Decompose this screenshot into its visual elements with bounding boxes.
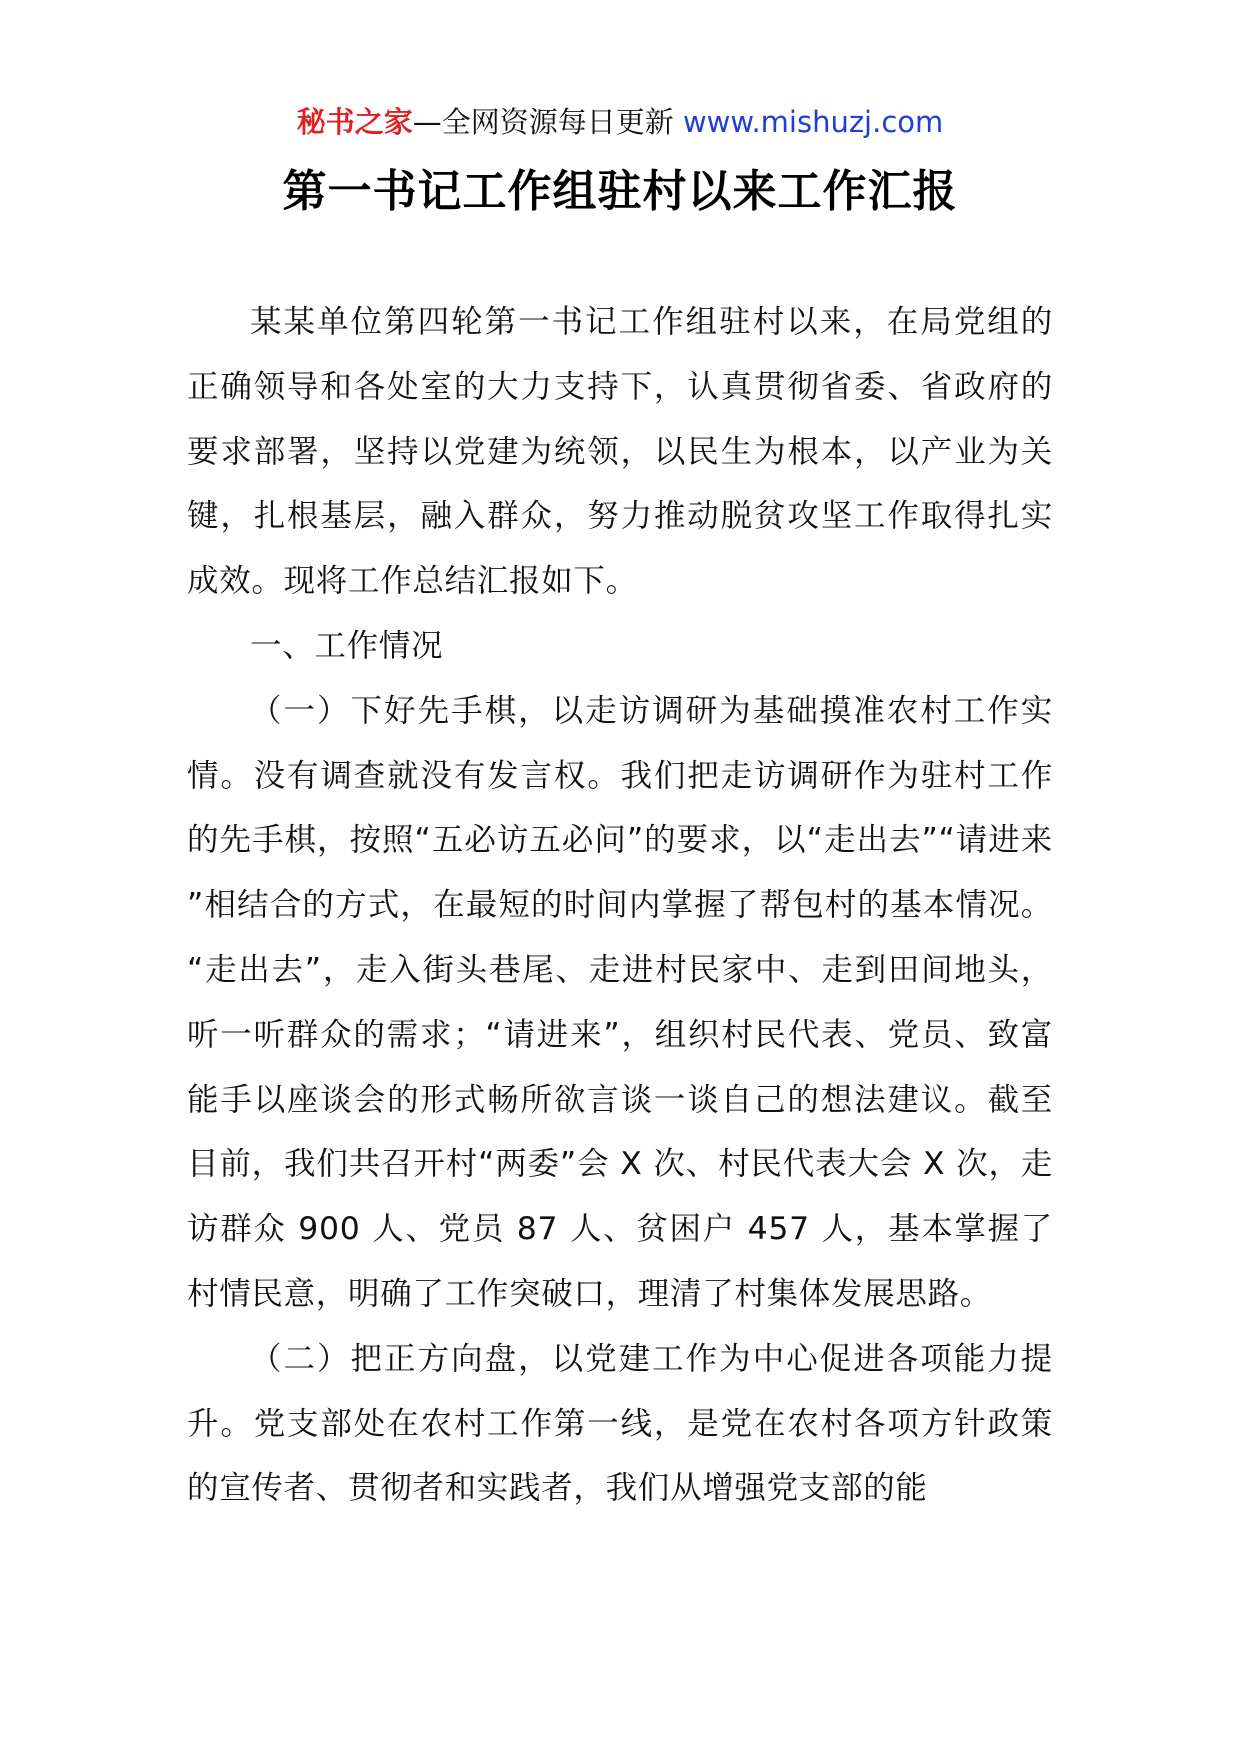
section-heading-work-status: 一、工作情况 <box>250 627 444 664</box>
site-name: 秘书之家 <box>296 105 413 139</box>
document-title: 第一书记工作组驻村以来工作汇报 <box>282 166 958 217</box>
subsection-1-paragraph: （一）下好先手棋，以走访调研为基础摸准农村工作实情。没有调查就没有发言权。我们把走访调研作为驻村工作的先手棋，按照“五必访五必问”的要求，以“走出去”“请进来”相结合的方式，在最短的时间内掌握了帮包村的基本情况。“走出去”，走入街头巷尾、走进村民家中、走到田间地头，听一听群众的需求；“请进来”，组织村民代表、党员、致富能手以座谈会的形式畅所欲言谈一谈自己的想法建议。截至目前，我们共召开村“两委”会 X 次、村民代表大会 X 次，走访群众 900 人、党员 87 人、贫困户 457 人，基本掌握了村情民意，明确了工作突破口，理清了村集体发展思路。 <box>187 692 1053 1312</box>
intro-paragraph: 某某单位第四轮第一书记工作组驻村以来，在局党组的正确领导和各处室的大力支持下，认真贯彻省委、省政府的要求部署，坚持以党建为统领，以民生为根本，以产业为关键，扎根基层，融入群众，努力推动脱贫攻坚工作取得扎实成效。现将工作总结汇报如下。 <box>187 304 1053 600</box>
site-url-link[interactable]: www.mishuzj.com <box>682 105 944 139</box>
site-banner <box>0 100 1240 144</box>
site-slogan: —全网资源每日更新 <box>412 105 683 139</box>
document-body <box>187 290 1053 1521</box>
subsection-2-paragraph: （二）把正方向盘，以党建工作为中心促进各项能力提升。党支部处在农村工作第一线，是党在农村各项方针政策的宣传者、贯彻者和实践者，我们从增强党支部的能 <box>187 1340 1053 1507</box>
